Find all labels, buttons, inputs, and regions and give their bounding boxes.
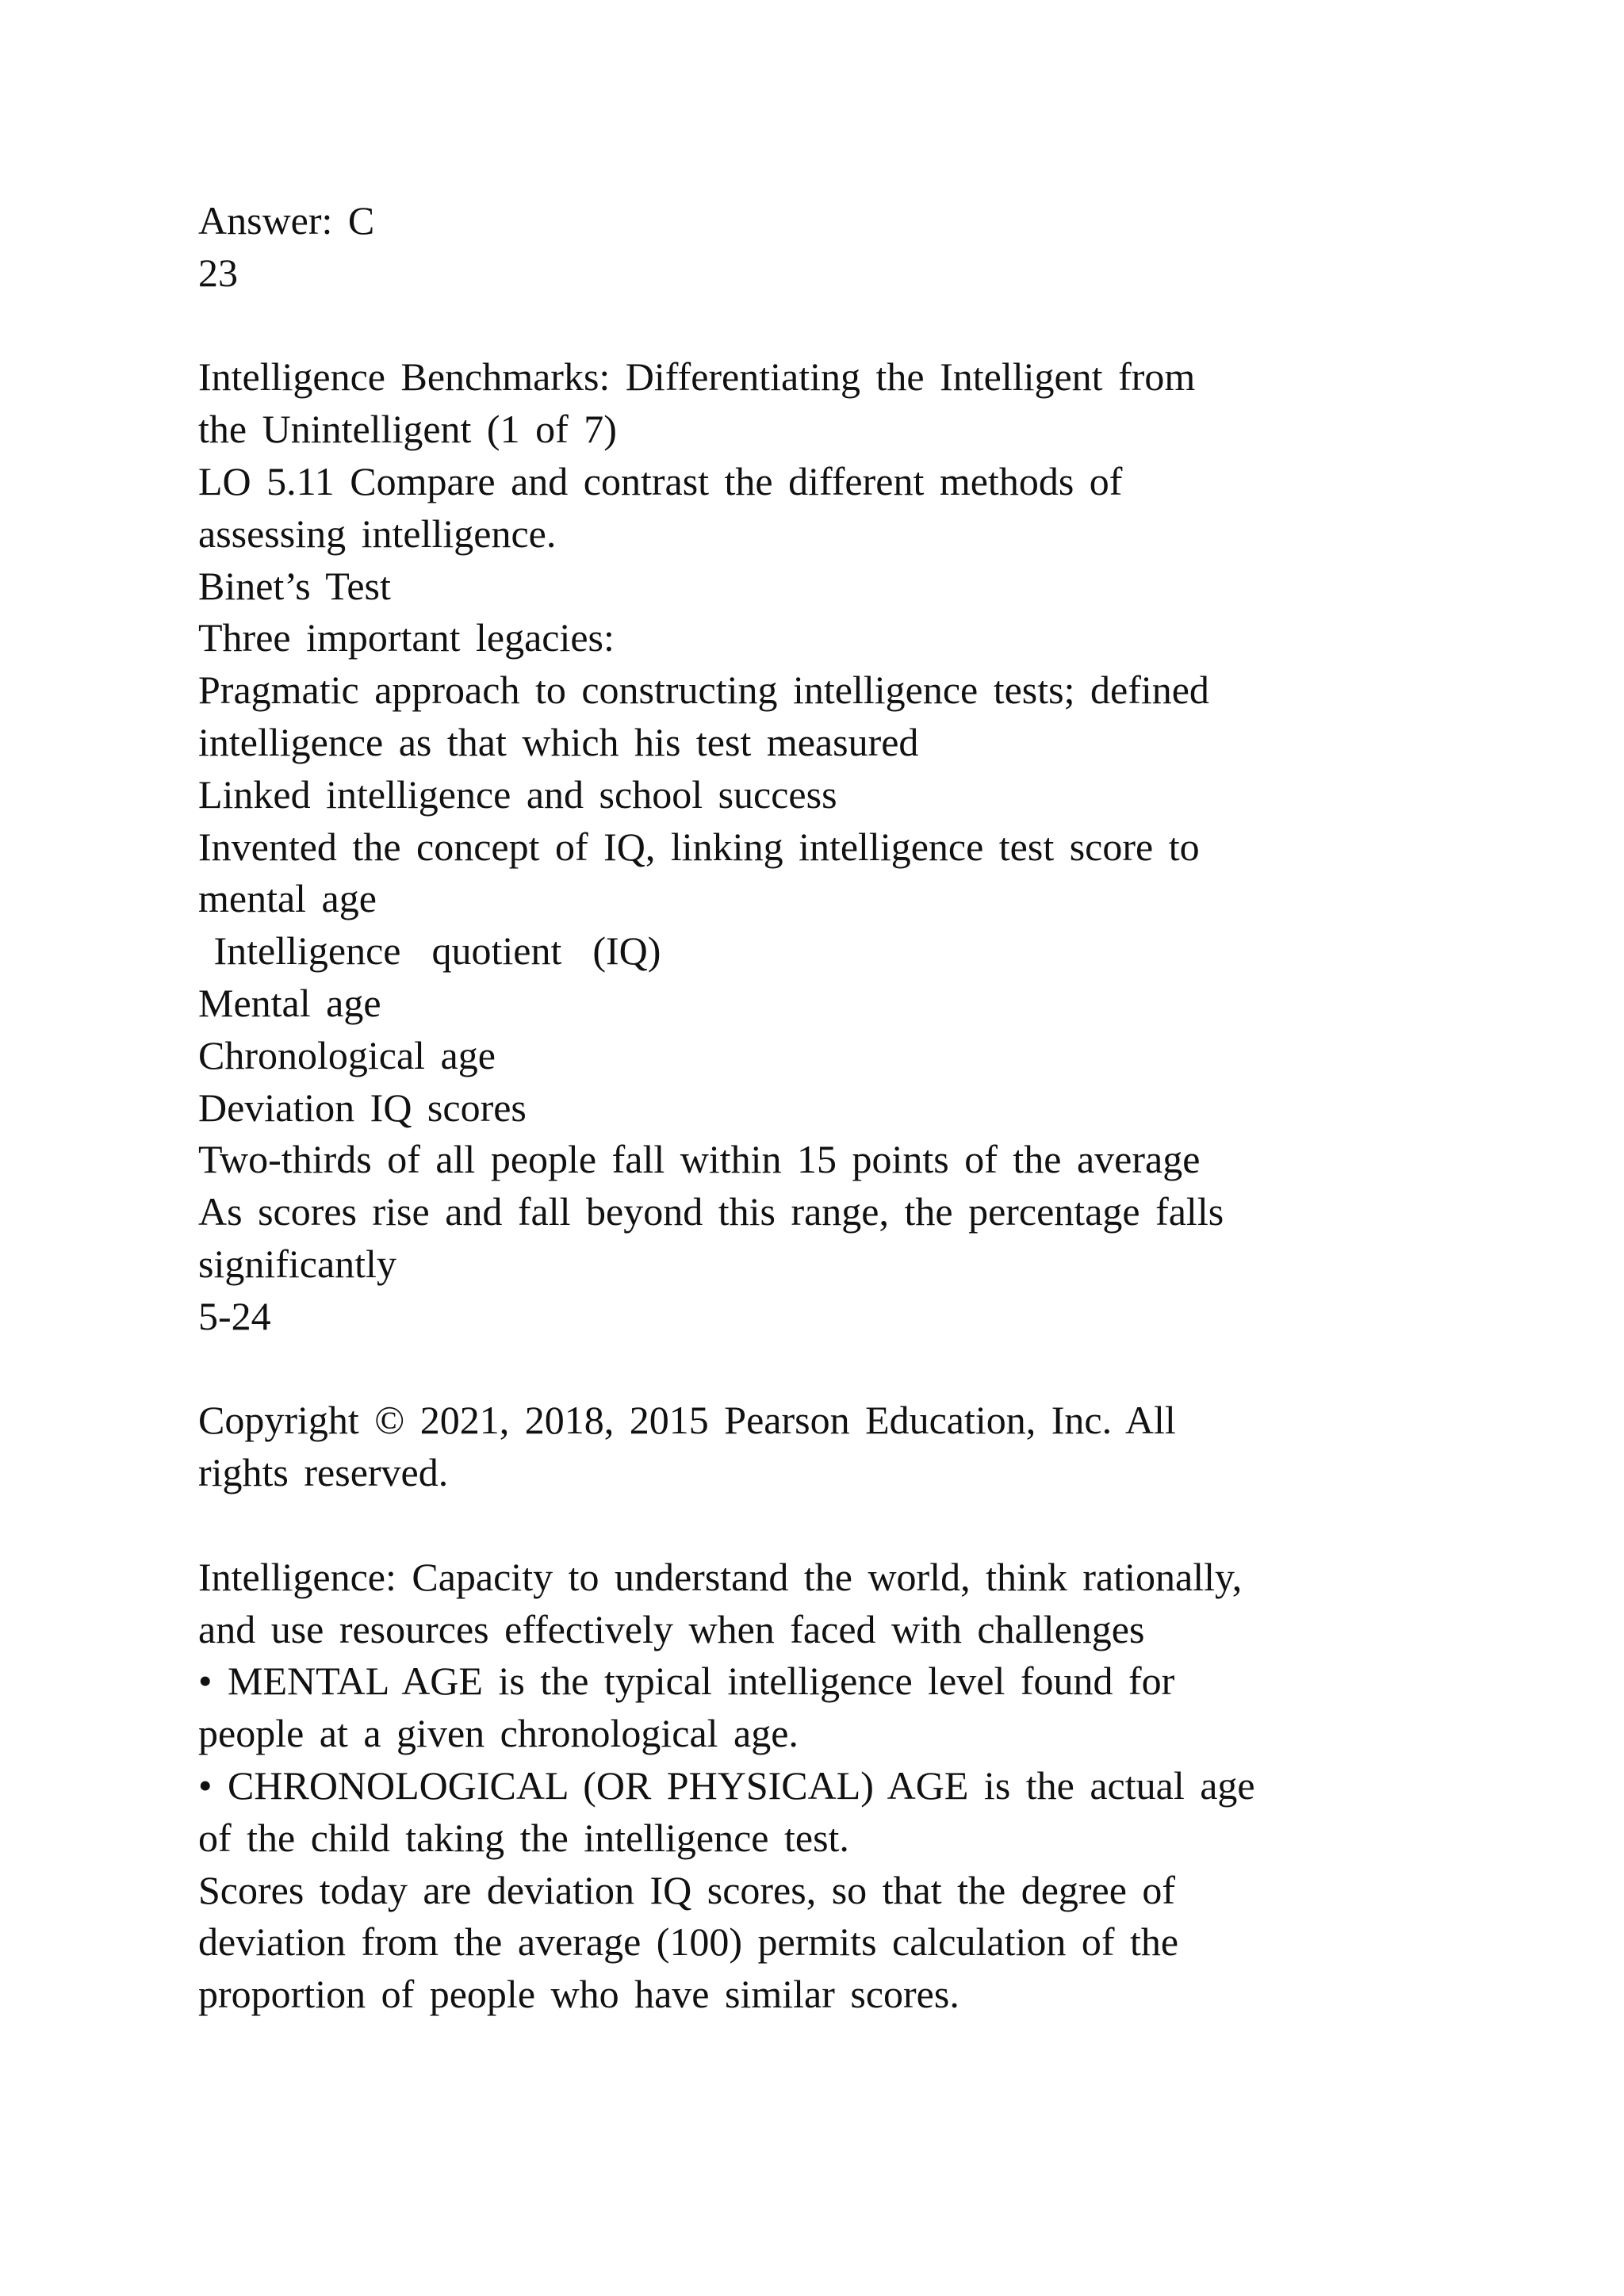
blank-line xyxy=(198,1343,1483,1395)
text-line: As scores rise and fall beyond this range, the percentage falls xyxy=(198,1189,1224,1234)
text-line: assessing intelligence. xyxy=(198,511,557,556)
notes-block xyxy=(198,1552,1483,2021)
document-page xyxy=(198,195,1483,2021)
text-line: and use resources effectively when faced with challenges xyxy=(198,1606,1145,1651)
text-line: Mental age xyxy=(198,980,381,1025)
text-line: Linked intelligence and school success xyxy=(198,771,837,817)
text-line: Two-thirds of all people fall within 15 points of the average xyxy=(198,1137,1201,1182)
text-line: Intelligence: Capacity to understand the world, think rationally, xyxy=(198,1554,1243,1599)
text-line: • MENTAL AGE is the typical intelligence level found for xyxy=(198,1659,1175,1704)
text-line: LO 5.11 Compare and contrast the different methods of xyxy=(198,458,1123,503)
blank-line xyxy=(198,1499,1483,1552)
text-line: Intelligence Benchmarks: Differentiating the Intelligent from xyxy=(198,354,1196,400)
copyright-line: Copyright © 2021, 2018, 2015 Pearson Education, Inc. All xyxy=(198,1398,1176,1443)
text-line: the Unintelligent (1 of 7) xyxy=(198,407,617,452)
text-line: Pragmatic approach to constructing intelligence tests; defined xyxy=(198,668,1209,713)
slide-notes-block xyxy=(198,351,1483,1342)
text-line: Chronological age xyxy=(198,1032,496,1077)
text-line: of the child taking the intelligence test. xyxy=(198,1815,849,1860)
copyright-line: rights reserved. xyxy=(198,1450,449,1495)
answer-line: Answer: C xyxy=(198,198,375,243)
text-line: significantly xyxy=(198,1241,396,1286)
text-line: people at a given chronological age. xyxy=(198,1711,799,1756)
text-line: mental age xyxy=(198,876,377,921)
text-line: Three important legacies: xyxy=(198,615,615,660)
text-line: Scores today are deviation IQ scores, so that the degree of xyxy=(198,1867,1176,1912)
copyright-block xyxy=(198,1395,1483,1499)
text-line: intelligence as that which his test measured xyxy=(198,719,919,764)
text-line: Invented the concept of IQ, linking intelligence test score to xyxy=(198,824,1200,869)
text-line: Deviation IQ scores xyxy=(198,1085,527,1130)
text-line: • CHRONOLOGICAL (OR PHYSICAL) AGE is the actual age xyxy=(198,1762,1255,1808)
text-line: Binet’s Test xyxy=(198,563,391,608)
slide-number: 5-24 xyxy=(198,1293,271,1338)
text-line: deviation from the average (100) permits calculation of the xyxy=(198,1919,1179,1965)
text-line: Intelligence quotient (IQ) xyxy=(198,928,661,974)
blank-line xyxy=(198,300,1483,352)
text-line: proportion of people who have similar scores. xyxy=(198,1972,959,2017)
page-number: 23 xyxy=(198,250,238,295)
